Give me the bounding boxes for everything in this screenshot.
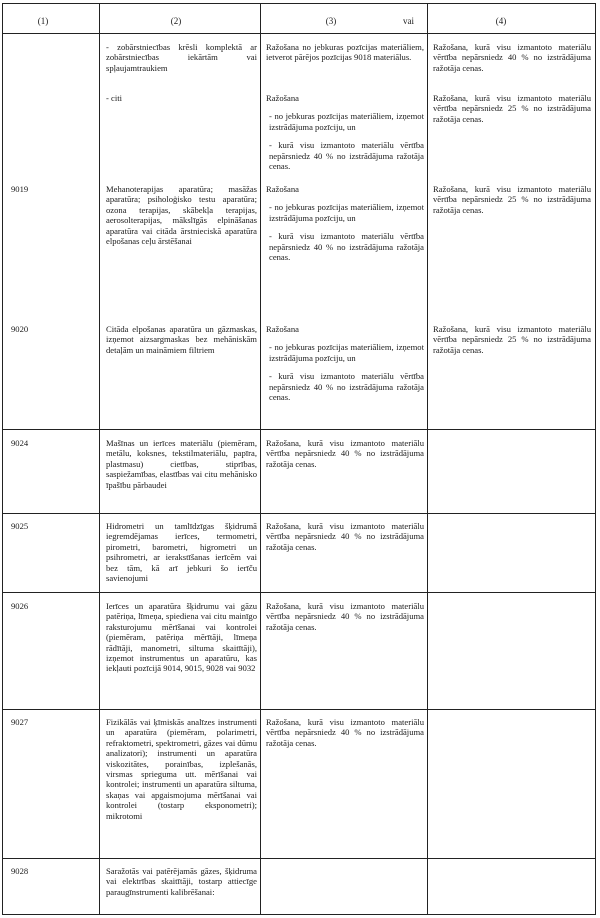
- row-rule-col3: [266, 601, 424, 632]
- description-text: Mašīnas un ierīces materiālu (piemēram, metālu, koksnes, tekstilmateriālu, papīra, plastmasu) cietības, stiprības, saspiežamības, elastības vai citu mehānisko īpašību pārbaudei: [106, 438, 257, 490]
- rules-table: [2, 3, 596, 915]
- row-rule-col3: [266, 93, 424, 171]
- row-description: [106, 717, 257, 821]
- rule-text: Ražošana, kurā visu izmantoto materiālu vērtība nepārsniedz 25 % no izstrādājuma ražotāja cenas.: [433, 184, 591, 215]
- rule-text: Ražošana, kurā visu izmantoto materiālu vērtība nepārsniedz 40 % no izstrādājuma ražotāja cenas.: [266, 717, 424, 748]
- heading-code: 9027: [11, 717, 29, 727]
- row-description: [106, 601, 257, 674]
- description-text: - citi: [106, 93, 122, 103]
- row-divider: [3, 592, 595, 593]
- header-col1: (1): [37, 16, 49, 26]
- row-rule-col4: [433, 93, 591, 124]
- column-divider: [99, 4, 100, 914]
- rule-text: Ražošana, kurā visu izmantoto materiālu vērtība nepārsniedz 40 % no izstrādājuma ražotāja cenas.: [266, 521, 424, 552]
- rule-text: - no jebkuras pozīcijas materiāliem, izņemot izstrādājuma pozīciju, un: [269, 202, 424, 223]
- heading-code: 9019: [11, 184, 29, 194]
- header-col4: (4): [495, 16, 507, 26]
- row-divider: [3, 709, 595, 710]
- rule-text: Ražošana: [266, 93, 299, 103]
- column-divider: [260, 4, 261, 914]
- row-rule-col3: [266, 438, 424, 469]
- heading-code: 9028: [11, 866, 29, 876]
- row-description: [106, 866, 257, 897]
- row-rule-col4: [433, 42, 591, 73]
- heading-code: 9026: [11, 601, 29, 611]
- row-description: [106, 324, 257, 355]
- row-rule-col3: [266, 521, 424, 552]
- rule-text: Ražošana, kurā visu izmantoto materiālu vērtība nepārsniedz 40 % no izstrādājuma ražotāja cenas.: [266, 438, 424, 469]
- rule-text: - kurā visu izmantoto materiālu vērtība nepārsniedz 40 % no izstrādājuma ražotāja cenas.: [269, 371, 424, 403]
- rule-text: - kurā visu izmantoto materiālu vērtība nepārsniedz 40 % no izstrādājuma ražotāja cenas.: [269, 231, 424, 263]
- description-text: - zobārstniecības krēsli komplektā ar zobārstniecības iekārtām vai spļaujamtraukiem: [106, 42, 257, 73]
- rule-text: Ražošana, kurā visu izmantoto materiālu vērtība nepārsniedz 40 % no izstrādājuma ražotāja cenas.: [433, 42, 591, 73]
- header-col3: (3): [325, 16, 337, 26]
- rule-text: Ražošana: [266, 184, 299, 194]
- description-text: Citāda elpošanas aparatūra un gāzmaskas, izņemot aizsargmaskas bez mehāniskām detaļām un maināmiem filtriem: [106, 324, 257, 355]
- header-vai: vai: [403, 16, 414, 26]
- header-divider: [3, 33, 595, 34]
- row-description: [106, 184, 257, 246]
- row-divider: [3, 858, 595, 859]
- rule-text: - no jebkuras pozīcijas materiāliem, izņemot izstrādājuma pozīciju, un: [269, 111, 424, 132]
- row-rule-col3: [266, 324, 424, 402]
- row-description: [106, 93, 257, 103]
- row-rule-col3: [266, 42, 424, 63]
- heading-code: 9025: [11, 521, 29, 531]
- description-text: Saražotās vai patērējamās gāzes, šķidruma vai elektrības skaitītāji, tostarp attiecīge paraugīnstrumenti kalibrēšanai:: [106, 866, 257, 897]
- description-text: Fizikālās vai ķīmiskās analīzes instrumenti un aparatūra (piemēram, polarimetri, refraktometri, spektrometri, gāzes vai dūmu analizatori); instrumenti un aparatūra viskozitātes, porainības, izplešanās, virsmas sprieguma utt. mērīšanai vai kontrolei; instrumenti un aparatūra siltuma, skaņas vai apgaismojuma mērīšanai vai kontrolei (tostarp eksponometri); mikrotomi: [106, 717, 257, 821]
- row-description: [106, 438, 257, 490]
- row-rule-col3: [266, 717, 424, 748]
- column-divider: [427, 4, 428, 914]
- description-text: Mehanoterapijas aparatūra; masāžas aparatūra; psiholoģisko testu aparatūra; ozona terapijas, skābekļa terapijas, aerosolterapijas, mākslīgās elpināšanas aparatūra vai citāda ārstnieciskā aparatūra elpošanas ceļu ārstēšanai: [106, 184, 257, 247]
- heading-code: 9020: [11, 324, 29, 334]
- header-col2: (2): [170, 16, 182, 26]
- row-rule-col4: [433, 324, 591, 355]
- rule-text: Ražošana, kurā visu izmantoto materiālu vērtība nepārsniedz 25 % no izstrādājuma ražotāja cenas.: [433, 324, 591, 355]
- description-text: Hidrometri un tamlīdzīgas šķidrumā iegremdējamas ierīces, termometri, pirometri, barometri, higrometri un psihrometri, ar ierakstīšanas ierīcēm vai bez tām, kā arī jebkuri šo ierīču savienojumi: [106, 521, 257, 584]
- rule-text: - kurā visu izmantoto materiālu vērtība nepārsniedz 40 % no izstrādājuma ražotāja cenas.: [269, 140, 424, 172]
- description-text: Ierīces un aparatūra šķidrumu vai gāzu patēriņa, līmeņa, spiediena vai citu mainīgo raksturojumu mērīšanai vai kontrolei (piemēram, patēriņa mērītāji, līmeņa rādītāji, manometri, siltuma skaitītāji), izņemot instrumentus un aparatūru, kas iekļauti pozīcijā 9014, 9015, 9028 vai 9032: [106, 601, 257, 674]
- rule-text: Ražošana no jebkuras pozīcijas materiāliem, ietverot pārējos pozīcijas 9018 materiālus.: [266, 42, 424, 63]
- row-rule-col3: [266, 184, 424, 262]
- rule-text: Ražošana, kurā visu izmantoto materiālu vērtība nepārsniedz 40 % no izstrādājuma ražotāja cenas.: [266, 601, 424, 632]
- row-description: [106, 42, 257, 73]
- rule-text: Ražošana, kurā visu izmantoto materiālu vērtība nepārsniedz 25 % no izstrādājuma ražotāja cenas.: [433, 93, 591, 124]
- heading-code: 9024: [11, 438, 29, 448]
- rule-text: Ražošana: [266, 324, 299, 334]
- row-rule-col4: [433, 184, 591, 215]
- row-divider: [3, 429, 595, 430]
- row-divider: [3, 513, 595, 514]
- rule-text: - no jebkuras pozīcijas materiāliem, izņemot izstrādājuma pozīciju, un: [269, 342, 424, 363]
- row-description: [106, 521, 257, 583]
